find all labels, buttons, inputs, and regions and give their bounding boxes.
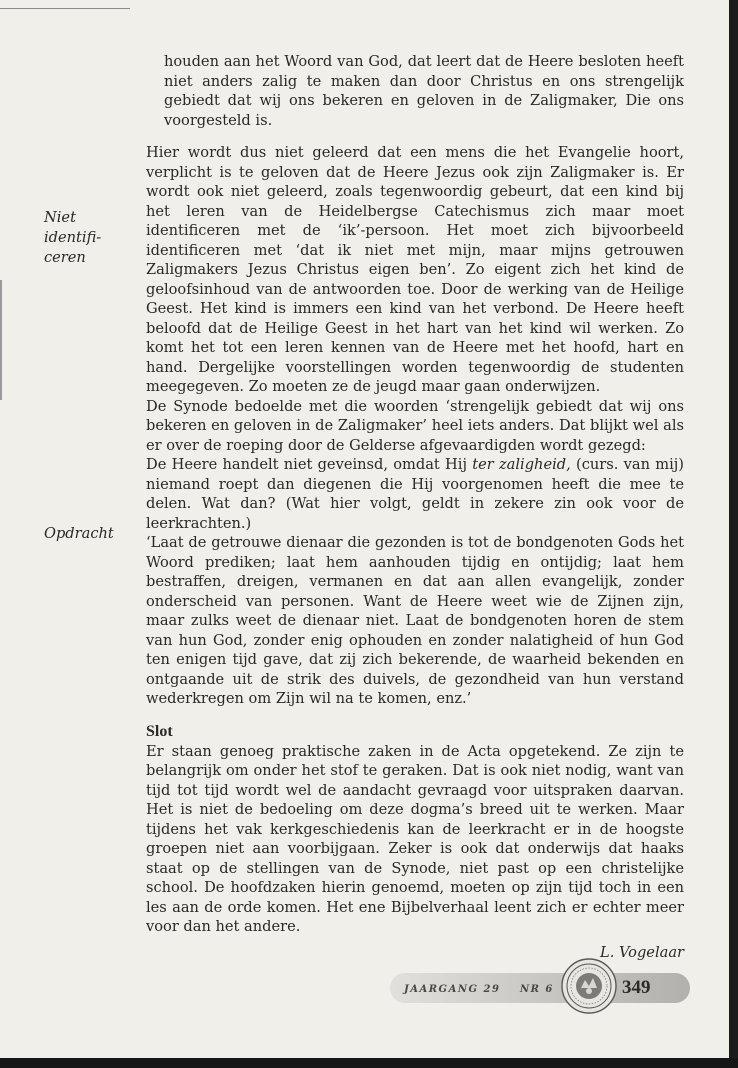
author-signature: L. Vogelaar xyxy=(600,943,684,961)
paragraph-catechismus: Hier wordt dus niet geleerd dat een mens die het Evangelie hoort, verplicht is te geloven dat de Heere Jezus ook zijn Zaligmaker is. Er wordt ook niet geleerd, zoals tegenwoordig gebeurt, dat een kind bij het leren van de Heidelbergse Catechismus zich maar moet identificeren met de ‘ik’-persoon. Het moet zich bijvoorbeeld identificeren met ‘dat ik niet met mijn, maar mijns getrouwen Zaligmakers Jezus Christus eigen ben’. Zo eigent zich het kind de geloofsinhoud van de antwoorden toe. Door de werking van de Heilige Geest. Het kind is immers een kind van het verbond. De Heere heeft beloofd dat de Heilige Geest in het hart van het kind wil werken. Zo komt het tot een leren kennen van de Heere met het hoofd, hart en hand. Dergelijke voorstellingen worden tegenwoordig de studenten meegegeven. Zo moeten ze de jeugd maar gaan onderwijzen. xyxy=(146,144,684,395)
margin-note-opdracht xyxy=(44,524,134,544)
page-number: 349 xyxy=(622,977,651,998)
footer-issue: NR 6 xyxy=(520,984,554,995)
paragraph-roeping-start: De Heere handelt niet geveinsd, omdat Hij xyxy=(146,456,473,473)
italic-ter-zaligheid: ter zaligheid, xyxy=(472,456,571,473)
margin-note-line: identifi- xyxy=(44,229,102,246)
paragraph-synode: De Synode bedoelde met die woorden ‘strengelijk gebiedt dat wij ons bekeren en geloven in de Zaligmaker’ heel iets anders. Dat blijkt wel als er over de roeping door de Gelderse afgevaardigden wordt gezegd: xyxy=(146,397,684,454)
scan-left-edge xyxy=(0,280,2,400)
scan-top-line xyxy=(0,8,130,9)
scan-bottom-edge xyxy=(0,1058,738,1068)
paragraph-roeping xyxy=(146,455,684,533)
quote-gelderse-afgevaardigden: ‘Laat de getrouwe dienaar die gezonden is tot de bondgenoten Gods het Woord prediken; laat hem aanhouden tijdig en ontijdig; laat hem bestraffen, dreigen, vermanen en dat aan allen evangelijk, zonder onderscheid van personen. Want de Heere weet wie de Zijnen zijn, maar zulks weet de dienaar niet. Laat de bondgenoten horen de stem van hun God, zonder enig ophouden en zonder nalatigheid of hun God ten enigen tijd gave, dat zij zich bekerende, de waarheid bekenden en ontgaande uit de strik des duivels, de gezondheid van hun verstand wederkregen om Zijn wil na te komen, enz.’ xyxy=(146,534,684,707)
margin-note-niet-identificeren xyxy=(44,208,134,268)
footer-volume: JAARGANG 29 xyxy=(404,984,501,995)
section-heading-slot: Slot xyxy=(146,722,173,740)
margin-note-line: ceren xyxy=(44,249,86,266)
paragraph-roeping-end: (curs. van mij) niemand roept dan diegenen die Hij voorgenomen heeft die mee te delen. Wat dan? (Wat hier volgt, geldt in zekere zin ook voor de leerkrachten.) xyxy=(146,456,684,532)
paragraph-slot: Er staan genoeg praktische zaken in de Acta opgetekend. Ze zijn te belangrijk om onder het stof te geraken. Dat is ook niet nodig, want van tijd tot tijd wordt wel de aandacht gevraagd voor uitspraken daarvan. Het is niet de bedoeling om deze dogma’s breed uit te werken. Maar tijdens het vak kerkgeschiedenis kan de leerkracht er in de hoogste groepen niet aan voorbijgaan. Zeker is ook dat onderwijs dat haaks staat op de stellingen van de Synode, niet past op een christelijke school. De hoofdzaken hierin genoemd, moeten op zijn tijd toch in een les aan de orde komen. Het ene Bijbelverhaal leent zich er echter meer voor dan het andere. xyxy=(146,742,684,935)
scan-right-edge xyxy=(729,0,738,1068)
intro-quote: houden aan het Woord van God, dat leert dat de Heere besloten heeft niet anders zalig te maken dan door Christus en ons strengelijk gebiedt dat wij ons bekeren en geloven in de Zaligmaker, Die ons voorgesteld is. xyxy=(164,53,684,129)
margin-note-line: Niet xyxy=(44,209,76,226)
journal-seal-icon xyxy=(561,958,617,1014)
article-body xyxy=(146,52,684,962)
margin-note-line: Opdracht xyxy=(44,525,114,542)
